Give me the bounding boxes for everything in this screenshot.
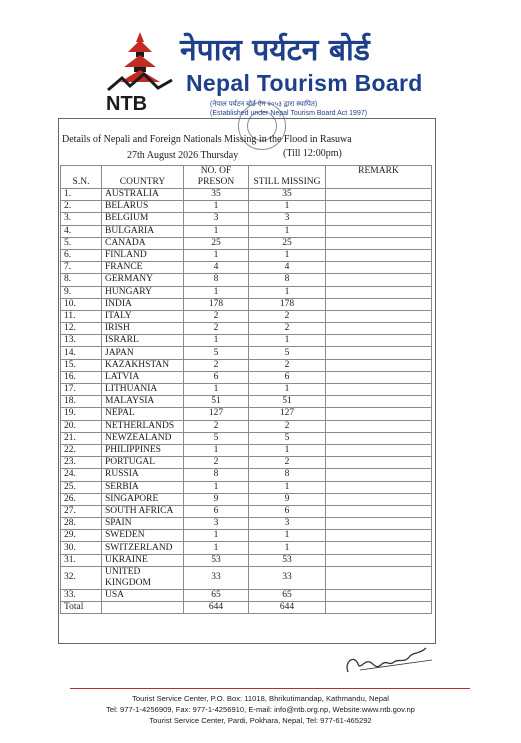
header-remark: REMARK <box>326 166 432 189</box>
cell-country: PHILIPPINES <box>102 444 184 456</box>
footer-contact: Tel: 977-1-4256909, Fax: 977-1-4256910, E-mail: info@ntb.org.np, Website:www.ntb.gov.np <box>106 705 415 714</box>
cell-still-missing: 51 <box>249 396 326 408</box>
cell-still-missing: 1 <box>249 542 326 554</box>
table-row <box>61 554 432 566</box>
cell-remark <box>326 432 432 444</box>
cell-sn: 32. <box>61 566 102 589</box>
cell-sn: 14. <box>61 347 102 359</box>
cell-remark <box>326 335 432 347</box>
table-total-row <box>61 602 432 614</box>
cell-country: SWEDEN <box>102 530 184 542</box>
header-country: COUNTRY <box>102 166 184 189</box>
cell-remark <box>326 274 432 286</box>
cell-sn: 7. <box>61 262 102 274</box>
table-row <box>61 298 432 310</box>
cell-country: INDIA <box>102 298 184 310</box>
table-row <box>61 589 432 601</box>
table-header-row <box>61 166 432 189</box>
cell-country: SINGAPORE <box>102 493 184 505</box>
cell-remark <box>326 469 432 481</box>
cell-no-of-person: 51 <box>184 396 249 408</box>
cell-no-of-person: 1 <box>184 286 249 298</box>
cell-country: SOUTH AFRICA <box>102 505 184 517</box>
header-still-missing: STILL MISSING <box>249 166 326 189</box>
cell-remark <box>326 249 432 261</box>
table-row <box>61 371 432 383</box>
cell-remark <box>326 493 432 505</box>
cell-no-of-person: 8 <box>184 469 249 481</box>
cell-country: JAPAN <box>102 347 184 359</box>
cell-sn: 12. <box>61 323 102 335</box>
table-row <box>61 530 432 542</box>
act-line <box>210 100 367 118</box>
table-row <box>61 286 432 298</box>
logo-text: NTB <box>106 93 148 115</box>
cell-country: IRISH <box>102 323 184 335</box>
table-row <box>61 566 432 589</box>
table-row <box>61 420 432 432</box>
cell-still-missing: 65 <box>249 589 326 601</box>
cell-country: LATVIA <box>102 371 184 383</box>
cell-no-of-person: 53 <box>184 554 249 566</box>
cell-still-missing: 35 <box>249 189 326 201</box>
cell-sn: 16. <box>61 371 102 383</box>
cell-sn: 25. <box>61 481 102 493</box>
cell-still-missing: 8 <box>249 469 326 481</box>
cell-no-of-person: 3 <box>184 213 249 225</box>
cell-still-missing: 8 <box>249 274 326 286</box>
cell-country: KAZAKHSTAN <box>102 359 184 371</box>
cell-sn: 20. <box>61 420 102 432</box>
total-spacer <box>102 602 184 614</box>
english-title: Nepal Tourism Board <box>186 70 423 96</box>
cell-no-of-person: 1 <box>184 481 249 493</box>
cell-country: BULGARIA <box>102 225 184 237</box>
cell-still-missing: 53 <box>249 554 326 566</box>
cell-still-missing: 2 <box>249 457 326 469</box>
cell-no-of-person: 1 <box>184 225 249 237</box>
cell-no-of-person: 2 <box>184 323 249 335</box>
cell-still-missing: 1 <box>249 201 326 213</box>
cell-no-of-person: 6 <box>184 371 249 383</box>
cell-still-missing: 1 <box>249 384 326 396</box>
cell-still-missing: 3 <box>249 518 326 530</box>
cell-no-of-person: 33 <box>184 566 249 589</box>
cell-remark <box>326 505 432 517</box>
cell-no-of-person: 5 <box>184 347 249 359</box>
cell-still-missing: 1 <box>249 530 326 542</box>
cell-still-missing: 2 <box>249 323 326 335</box>
cell-remark <box>326 213 432 225</box>
cell-remark <box>326 286 432 298</box>
table-row <box>61 444 432 456</box>
cell-no-of-person: 2 <box>184 457 249 469</box>
cell-country: NETHERLANDS <box>102 420 184 432</box>
cell-still-missing: 127 <box>249 408 326 420</box>
cell-still-missing: 5 <box>249 432 326 444</box>
cell-sn: 23. <box>61 457 102 469</box>
act-line-nepali: (नेपाल पर्यटन बोर्ड ऐन २०५३ द्वारा स्थापित) <box>210 101 318 108</box>
cell-sn: 10. <box>61 298 102 310</box>
cell-country: MALAYSIA <box>102 396 184 408</box>
table-row <box>61 347 432 359</box>
cell-remark <box>326 589 432 601</box>
cell-remark <box>326 396 432 408</box>
cell-remark <box>326 298 432 310</box>
cell-sn: 21. <box>61 432 102 444</box>
cell-sn: 30. <box>61 542 102 554</box>
table-row <box>61 384 432 396</box>
report-time: (Till 12:00pm) <box>283 148 342 159</box>
signature-icon <box>340 640 440 680</box>
table-row <box>61 274 432 286</box>
table-row <box>61 518 432 530</box>
cell-sn: 13. <box>61 335 102 347</box>
cell-still-missing: 5 <box>249 347 326 359</box>
cell-still-missing: 1 <box>249 249 326 261</box>
cell-no-of-person: 2 <box>184 359 249 371</box>
table-row <box>61 457 432 469</box>
cell-sn: 33. <box>61 589 102 601</box>
cell-sn: 6. <box>61 249 102 261</box>
header-sn: S.N. <box>61 166 102 189</box>
total-remark <box>326 602 432 614</box>
cell-country: SWITZERLAND <box>102 542 184 554</box>
cell-country: ISRARL <box>102 335 184 347</box>
cell-no-of-person: 1 <box>184 249 249 261</box>
cell-sn: 18. <box>61 396 102 408</box>
footer-address-1: Tourist Service Center, P.O. Box: 11018, Bhrikutimandap, Kathmandu, Nepal <box>132 694 389 703</box>
cell-sn: 3. <box>61 213 102 225</box>
total-count: 644 <box>184 602 249 614</box>
cell-sn: 1. <box>61 189 102 201</box>
cell-no-of-person: 9 <box>184 493 249 505</box>
table-row <box>61 310 432 322</box>
act-line-english: (Established under Nepal Tourism Board Act 1997) <box>210 110 368 117</box>
cell-remark <box>326 420 432 432</box>
nepali-title: नेपाल पर्यटन बोर्ड <box>180 33 370 68</box>
cell-sn: 28. <box>61 518 102 530</box>
cell-sn: 29. <box>61 530 102 542</box>
missing-persons-table <box>60 165 432 614</box>
cell-country: FRANCE <box>102 262 184 274</box>
cell-country: AUSTRALIA <box>102 189 184 201</box>
cell-no-of-person: 3 <box>184 518 249 530</box>
cell-country: RUSSIA <box>102 469 184 481</box>
cell-still-missing: 178 <box>249 298 326 310</box>
cell-still-missing: 6 <box>249 505 326 517</box>
table-row <box>61 408 432 420</box>
table-row <box>61 262 432 274</box>
cell-country: FINLAND <box>102 249 184 261</box>
cell-remark <box>326 225 432 237</box>
cell-still-missing: 2 <box>249 310 326 322</box>
cell-still-missing: 4 <box>249 262 326 274</box>
cell-sn: 2. <box>61 201 102 213</box>
table-row <box>61 237 432 249</box>
table-row <box>61 335 432 347</box>
cell-no-of-person: 178 <box>184 298 249 310</box>
cell-country: SPAIN <box>102 518 184 530</box>
table-row <box>61 432 432 444</box>
cell-country: GERMANY <box>102 274 184 286</box>
cell-still-missing: 33 <box>249 566 326 589</box>
cell-remark <box>326 323 432 335</box>
cell-remark <box>326 408 432 420</box>
table-row <box>61 189 432 201</box>
cell-sn: 8. <box>61 274 102 286</box>
table-row <box>61 225 432 237</box>
table-row <box>61 201 432 213</box>
cell-remark <box>326 189 432 201</box>
cell-no-of-person: 8 <box>184 274 249 286</box>
cell-remark <box>326 530 432 542</box>
cell-sn: 17. <box>61 384 102 396</box>
cell-sn: 26. <box>61 493 102 505</box>
cell-still-missing: 1 <box>249 225 326 237</box>
cell-sn: 19. <box>61 408 102 420</box>
total-missing: 644 <box>249 602 326 614</box>
cell-remark <box>326 457 432 469</box>
cell-country: SERBIA <box>102 481 184 493</box>
cell-remark <box>326 359 432 371</box>
cell-no-of-person: 35 <box>184 189 249 201</box>
table-row <box>61 323 432 335</box>
cell-no-of-person: 2 <box>184 420 249 432</box>
table-row <box>61 481 432 493</box>
table-row <box>61 249 432 261</box>
cell-remark <box>326 201 432 213</box>
report-date: 27th August 2026 Thursday <box>127 150 239 161</box>
cell-no-of-person: 1 <box>184 384 249 396</box>
cell-remark <box>326 566 432 589</box>
table-row <box>61 213 432 225</box>
cell-country: LITHUANIA <box>102 384 184 396</box>
cell-remark <box>326 444 432 456</box>
ntb-logo-icon <box>100 30 180 115</box>
cell-remark <box>326 347 432 359</box>
cell-no-of-person: 1 <box>184 444 249 456</box>
cell-no-of-person: 127 <box>184 408 249 420</box>
cell-sn: 11. <box>61 310 102 322</box>
table-row <box>61 505 432 517</box>
cell-still-missing: 1 <box>249 444 326 456</box>
cell-still-missing: 2 <box>249 420 326 432</box>
total-label: Total <box>61 602 102 614</box>
footer-address-2: Tourist Service Center, Pardi, Pokhara, Nepal, Tel: 977-61-465292 <box>149 716 372 725</box>
table-row <box>61 469 432 481</box>
cell-still-missing: 2 <box>249 359 326 371</box>
cell-still-missing: 25 <box>249 237 326 249</box>
cell-no-of-person: 5 <box>184 432 249 444</box>
cell-country: USA <box>102 589 184 601</box>
cell-no-of-person: 4 <box>184 262 249 274</box>
cell-remark <box>326 518 432 530</box>
table-body <box>61 189 432 614</box>
cell-no-of-person: 1 <box>184 201 249 213</box>
cell-no-of-person: 1 <box>184 530 249 542</box>
cell-still-missing: 9 <box>249 493 326 505</box>
cell-country: BELARUS <box>102 201 184 213</box>
cell-remark <box>326 371 432 383</box>
document-title: Details of Nepali and Foreign Nationals Missing in the Flood in Rasuwa <box>62 134 352 145</box>
cell-remark <box>326 481 432 493</box>
cell-no-of-person: 1 <box>184 335 249 347</box>
cell-still-missing: 1 <box>249 286 326 298</box>
cell-country: ITALY <box>102 310 184 322</box>
cell-sn: 4. <box>61 225 102 237</box>
cell-country: UNITED KINGDOM <box>102 566 184 589</box>
table-row <box>61 493 432 505</box>
cell-no-of-person: 1 <box>184 542 249 554</box>
table-row <box>61 542 432 554</box>
cell-remark <box>326 310 432 322</box>
cell-sn: 27. <box>61 505 102 517</box>
cell-still-missing: 1 <box>249 335 326 347</box>
cell-country: NEWZEALAND <box>102 432 184 444</box>
cell-remark <box>326 384 432 396</box>
header-no-of-person: NO. OF PRESON <box>184 166 249 189</box>
cell-still-missing: 6 <box>249 371 326 383</box>
cell-sn: 9. <box>61 286 102 298</box>
cell-country: UKRAINE <box>102 554 184 566</box>
cell-country: CANADA <box>102 237 184 249</box>
cell-remark <box>326 237 432 249</box>
cell-country: PORTUGAL <box>102 457 184 469</box>
cell-sn: 15. <box>61 359 102 371</box>
table-row <box>61 396 432 408</box>
cell-country: BELGIUM <box>102 213 184 225</box>
cell-sn: 22. <box>61 444 102 456</box>
footer-divider <box>70 688 470 689</box>
cell-no-of-person: 65 <box>184 589 249 601</box>
cell-remark <box>326 262 432 274</box>
letterhead <box>100 30 430 120</box>
cell-sn: 31. <box>61 554 102 566</box>
cell-sn: 5. <box>61 237 102 249</box>
cell-country: NEPAL <box>102 408 184 420</box>
cell-still-missing: 1 <box>249 481 326 493</box>
cell-country: HUNGARY <box>102 286 184 298</box>
table-row <box>61 359 432 371</box>
cell-still-missing: 3 <box>249 213 326 225</box>
cell-remark <box>326 554 432 566</box>
cell-no-of-person: 25 <box>184 237 249 249</box>
cell-remark <box>326 542 432 554</box>
cell-sn: 24. <box>61 469 102 481</box>
cell-no-of-person: 6 <box>184 505 249 517</box>
cell-no-of-person: 2 <box>184 310 249 322</box>
